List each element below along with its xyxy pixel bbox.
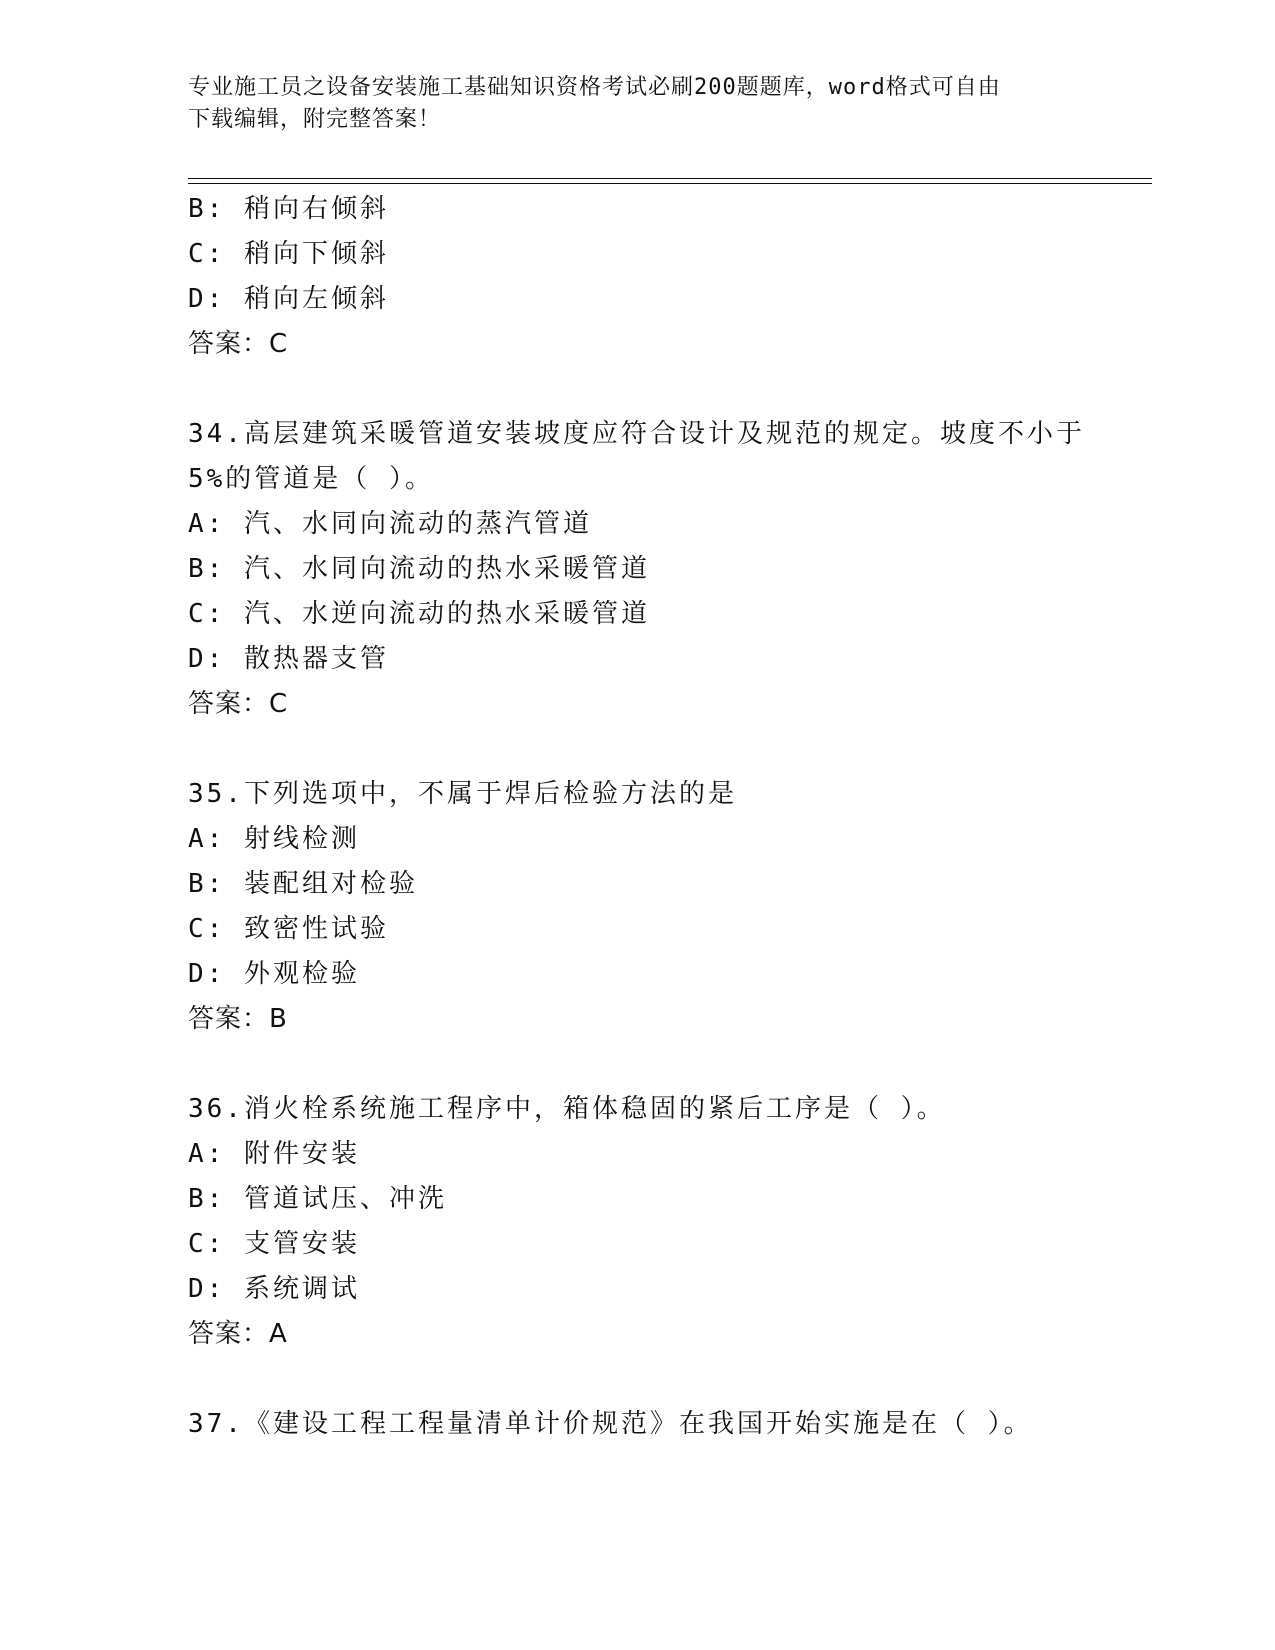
q35-stem: 35.下列选项中，不属于焊后检验方法的是 bbox=[188, 779, 737, 809]
q34-option-c: C: 汽、水逆向流动的热水采暖管道 bbox=[188, 599, 650, 629]
q34-option-a: A: 汽、水同向流动的蒸汽管道 bbox=[188, 509, 592, 539]
header-line-1: 专业施工员之设备安装施工基础知识资格考试必刷200题题库，word格式可自由 bbox=[188, 75, 1001, 100]
header-line-2: 下载编辑，附完整答案！ bbox=[188, 107, 442, 132]
q35-option-a: A: 射线检测 bbox=[188, 824, 360, 854]
q35-answer: 答案：B bbox=[188, 1004, 288, 1034]
q36-answer: 答案：A bbox=[188, 1319, 288, 1349]
q36-option-a: A: 附件安装 bbox=[188, 1139, 360, 1169]
q36-option-d: D: 系统调试 bbox=[188, 1274, 360, 1304]
header-divider-bottom bbox=[188, 183, 1152, 184]
q34-stem-line-2: 5%的管道是（ ）。 bbox=[188, 464, 434, 494]
q34-answer: 答案：C bbox=[188, 689, 289, 719]
q36-stem: 36.消火栓系统施工程序中，箱体稳固的紧后工序是（ ）。 bbox=[188, 1094, 946, 1124]
q36-option-b: B: 管道试压、冲洗 bbox=[188, 1184, 447, 1214]
document-header bbox=[188, 72, 1068, 136]
q33-option-d: D: 稍向左倾斜 bbox=[188, 284, 389, 314]
q34-stem-line-1: 34.高层建筑采暖管道安装坡度应符合设计及规范的规定。坡度不小于 bbox=[188, 419, 1085, 449]
header-divider-top bbox=[188, 178, 1152, 179]
q34-option-b: B: 汽、水同向流动的热水采暖管道 bbox=[188, 554, 650, 584]
q33-option-c: C: 稍向下倾斜 bbox=[188, 239, 389, 269]
q33-answer: 答案：C bbox=[188, 329, 289, 359]
q35-option-d: D: 外观检验 bbox=[188, 959, 360, 989]
q35-option-b: B: 装配组对检验 bbox=[188, 869, 418, 899]
q34-option-d: D: 散热器支管 bbox=[188, 644, 389, 674]
q35-option-c: C: 致密性试验 bbox=[188, 914, 389, 944]
q37-stem: 37.《建设工程工程量清单计价规范》在我国开始实施是在（ ）。 bbox=[188, 1409, 1033, 1439]
q36-option-c: C: 支管安装 bbox=[188, 1229, 360, 1259]
q33-option-b: B: 稍向右倾斜 bbox=[188, 194, 389, 224]
